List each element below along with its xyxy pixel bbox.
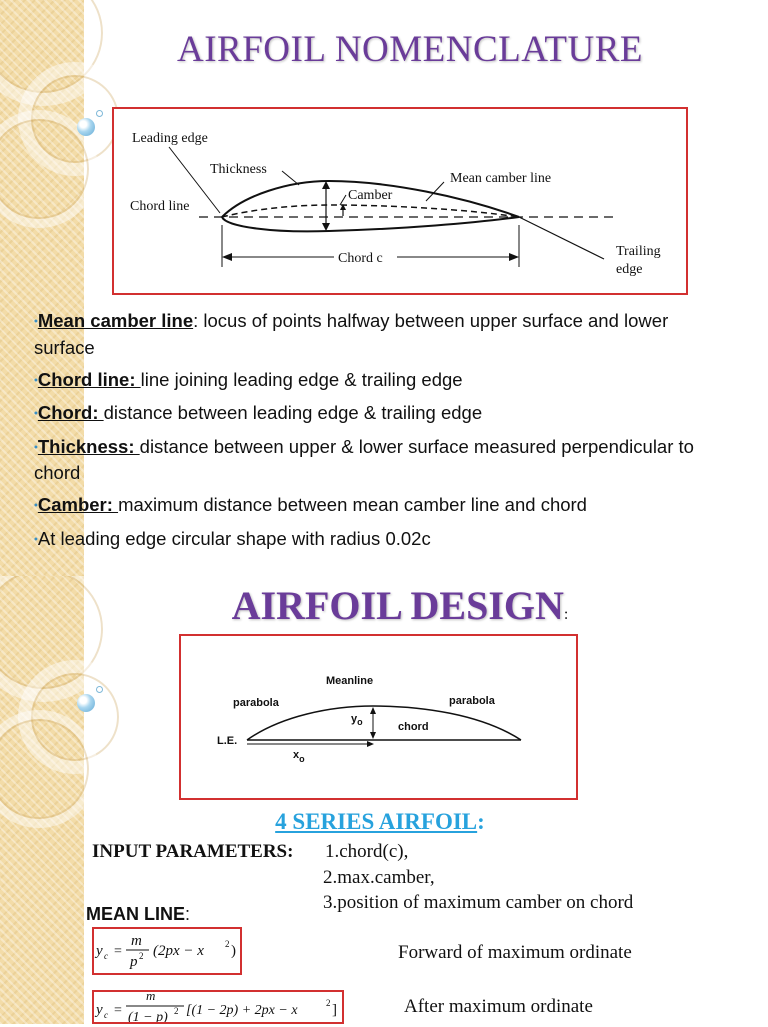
param-chord: 1.chord(c),	[325, 841, 409, 862]
eq-denominator-exp: 2	[174, 1006, 179, 1016]
definition-text: At leading edge circular shape with radius 0.02c	[37, 528, 431, 550]
eq-equals: =	[114, 944, 122, 959]
eq-lhs-sub: c	[104, 951, 108, 961]
label-xo: $x_o$	[293, 749, 305, 764]
eq-denominator-exp: 2	[139, 951, 144, 961]
definition-item	[34, 400, 724, 427]
label-thickness: Thickness	[210, 162, 267, 177]
label-leading-edge: Leading edge	[132, 131, 208, 146]
bullet-dot: •	[34, 441, 38, 454]
label-parabola-left: parabola	[233, 697, 279, 709]
equation-after	[92, 990, 344, 1024]
eq-numerator: m	[146, 992, 156, 1003]
definition-term: Mean camber line	[37, 310, 194, 331]
definition-item	[34, 492, 724, 519]
definition-item	[34, 434, 724, 486]
equation-forward-svg	[94, 929, 240, 973]
slide-title	[180, 582, 620, 629]
eq-lhs-sub: c	[104, 1010, 108, 1020]
note-after: After maximum ordinate	[404, 996, 593, 1017]
label-yo: $y_o$	[351, 713, 363, 727]
definition-list	[34, 308, 724, 560]
slide-title: AIRFOIL NOMENCLATURE	[177, 29, 643, 70]
label-trailing: Trailing	[616, 244, 661, 259]
label-chord-line: Chord line	[130, 199, 190, 214]
decorative-bead-small	[96, 686, 103, 693]
definition-text: maximum distance between mean camber line and chord	[118, 494, 587, 516]
eq-lhs: y	[96, 1002, 103, 1018]
bullet-dot: •	[34, 315, 38, 328]
eq-close: ]	[332, 1002, 337, 1018]
eq-rhs-exp: 2	[326, 998, 331, 1008]
eq-rhs-exp: 2	[225, 939, 230, 949]
definition-text: distance between upper & lower surface measured perpendicular to chord	[34, 435, 694, 484]
input-parameters-label: INPUT PARAMETERS:	[92, 841, 294, 862]
definition-term: Camber:	[37, 494, 119, 516]
eq-rhs: [(1 − 2p) + 2px − x	[186, 1003, 298, 1018]
slide-title-colon: :	[563, 606, 569, 623]
definition-item	[34, 367, 724, 394]
eq-numerator: m	[131, 933, 142, 949]
meanline-diagram	[181, 636, 576, 798]
definition-item	[34, 308, 724, 360]
equation-after-svg	[94, 992, 342, 1022]
bullet-dot: •	[34, 374, 38, 387]
note-forward: Forward of maximum ordinate	[398, 942, 632, 963]
param-max-camber: 2.max.camber,	[323, 867, 435, 888]
label-le: L.E.	[217, 735, 238, 747]
label-camber: Camber	[348, 188, 393, 203]
eq-denominator: p	[130, 954, 138, 970]
mean-line-colon: :	[185, 904, 191, 924]
series-heading-colon: :	[477, 809, 485, 834]
label-mean-camber-line: Mean camber line	[450, 171, 552, 186]
bullet-dot: •	[34, 407, 38, 420]
definition-text: distance between leading edge & trailing edge	[103, 402, 483, 424]
definition-item	[34, 526, 724, 553]
eq-denominator: (1 − p)	[128, 1010, 168, 1022]
airfoil-diagram	[114, 109, 686, 293]
decorative-bead	[77, 118, 95, 136]
definition-text: : locus of points halfway between upper surface and lower surface	[34, 310, 669, 358]
label-chord: chord	[398, 721, 429, 733]
series-heading-text: 4 SERIES AIRFOIL	[275, 809, 478, 834]
label-chord-c: Chord c	[338, 251, 383, 266]
eq-rhs: (2px − x	[153, 943, 204, 959]
decorative-bead	[77, 694, 95, 712]
label-meanline: Meanline	[326, 675, 374, 687]
slide-title-text: AIRFOIL DESIGN	[231, 583, 564, 628]
definition-term: Chord line:	[37, 368, 141, 390]
label-parabola-right: parabola	[449, 695, 495, 707]
eq-lhs: y	[96, 943, 103, 959]
airfoil-nomenclature-figure	[112, 107, 688, 295]
bullet-dot: •	[34, 533, 38, 546]
series-heading	[180, 809, 580, 835]
decorative-bead-small	[96, 110, 103, 117]
equation-forward	[92, 927, 242, 975]
mean-line-label	[86, 904, 190, 925]
definition-term: Chord:	[37, 402, 104, 424]
eq-equals: =	[114, 1003, 122, 1018]
definition-term: Thickness:	[37, 435, 140, 457]
meanline-figure	[179, 634, 578, 800]
definition-text: line joining leading edge & trailing edge	[140, 368, 463, 390]
bullet-dot: •	[34, 500, 38, 513]
param-camber-position: 3.position of maximum camber on chord	[323, 892, 634, 913]
mean-line-label-text: MEAN LINE	[86, 904, 185, 924]
eq-close: )	[231, 943, 236, 959]
label-edge: edge	[616, 262, 643, 277]
